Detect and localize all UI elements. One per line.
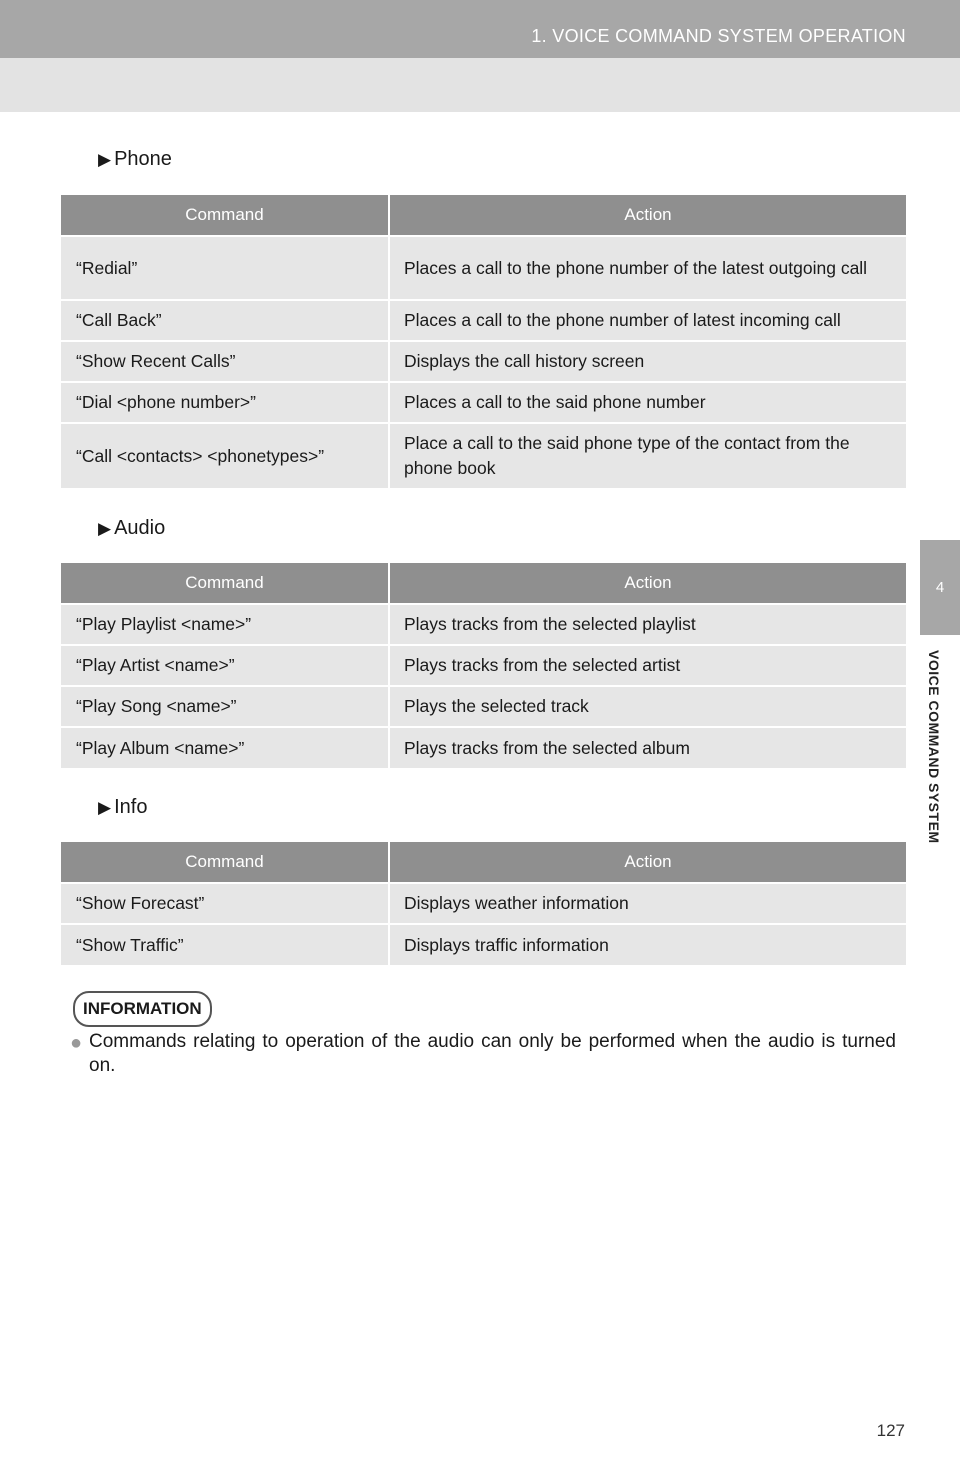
page-header-title: 1. VOICE COMMAND SYSTEM OPERATION [531, 26, 906, 46]
table-row [61, 645, 906, 686]
table-row [61, 341, 906, 382]
command-cell: “Play Song <name>” [61, 686, 389, 727]
action-cell: Displays traffic information [389, 924, 906, 965]
action-cell: Place a call to the said phone type of the contact from the phone book [389, 423, 906, 488]
information-badge: INFORMATION [73, 991, 212, 1027]
table-row [61, 604, 906, 645]
column-header-action: Action [389, 563, 906, 604]
triangle-right-icon: ▶ [98, 797, 112, 817]
action-cell: Places a call to the said phone number [389, 382, 906, 423]
table-header-row [61, 563, 906, 604]
table-header-row [61, 842, 906, 883]
action-cell: Plays tracks from the selected artist [389, 645, 906, 686]
bullet-dot-icon: ● [70, 1032, 83, 1054]
column-header-action: Action [389, 195, 906, 236]
column-header-command: Command [61, 563, 389, 604]
action-cell: Displays weather information [389, 883, 906, 924]
action-cell: Places a call to the phone number of latest incoming call [389, 300, 906, 341]
command-cell: “Show Traffic” [61, 924, 389, 965]
section-heading-audio [98, 517, 165, 540]
table-row [61, 423, 906, 488]
audio-command-table [61, 563, 906, 768]
column-header-command: Command [61, 842, 389, 883]
command-cell: “Dial <phone number>” [61, 382, 389, 423]
table-row [61, 686, 906, 727]
column-header-action: Action [389, 842, 906, 883]
table-header-row [61, 195, 906, 236]
action-cell: Plays tracks from the selected playlist [389, 604, 906, 645]
section-heading-info [98, 796, 147, 819]
table-row [61, 382, 906, 423]
information-text: Commands relating to operation of the audio can only be performed when the audio is turned on. [89, 1031, 896, 1076]
section-heading-phone [98, 148, 172, 171]
table-row [61, 727, 906, 768]
triangle-right-icon: ▶ [98, 518, 112, 538]
command-cell: “Play Album <name>” [61, 727, 389, 768]
table-row [61, 300, 906, 341]
phone-command-table [61, 195, 906, 488]
command-cell: “Redial” [61, 236, 389, 300]
table-row [61, 924, 906, 965]
table-row [61, 883, 906, 924]
command-cell: “Play Artist <name>” [61, 645, 389, 686]
command-cell: “Call <contacts> <phonetypes>” [61, 423, 389, 488]
column-header-command: Command [61, 195, 389, 236]
section-title: Audio [114, 517, 166, 539]
command-cell: “Call Back” [61, 300, 389, 341]
command-cell: “Show Forecast” [61, 883, 389, 924]
page-number: 127 [876, 1421, 905, 1440]
section-title: Phone [114, 148, 172, 170]
command-cell: “Play Playlist <name>” [61, 604, 389, 645]
info-command-table [61, 842, 906, 965]
command-cell: “Show Recent Calls” [61, 341, 389, 382]
header-subbar [0, 58, 960, 112]
chapter-tab-number: 4 [920, 540, 960, 635]
action-cell: Places a call to the phone number of the latest outgoing call [389, 236, 906, 300]
table-row [61, 236, 906, 300]
triangle-right-icon: ▶ [98, 149, 112, 169]
section-title: Info [114, 796, 148, 818]
action-cell: Plays the selected track [389, 686, 906, 727]
chapter-tab-label: VOICE COMMAND SYSTEM [926, 650, 942, 844]
action-cell: Displays the call history screen [389, 341, 906, 382]
action-cell: Plays tracks from the selected album [389, 727, 906, 768]
